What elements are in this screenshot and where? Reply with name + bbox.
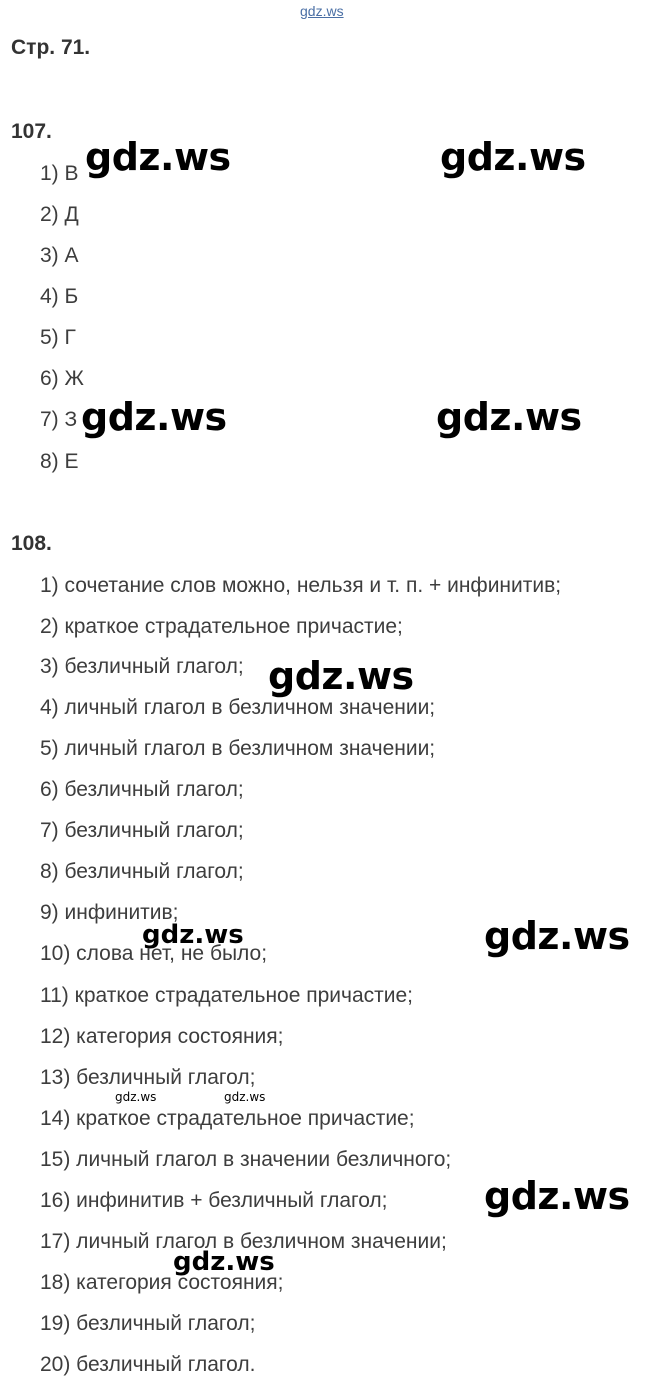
answer-item: 19) безличный глагол; bbox=[40, 1312, 256, 1335]
watermark: gdz.ws bbox=[115, 1090, 157, 1104]
answer-item: 4) личный глагол в безличном значении; bbox=[40, 696, 436, 719]
answer-item: 7) З bbox=[40, 408, 78, 431]
answer-item: 8) Е bbox=[40, 450, 79, 473]
answer-item: 4) Б bbox=[40, 285, 79, 308]
watermark: gdz.ws bbox=[440, 135, 586, 179]
watermark: gdz.ws bbox=[173, 1247, 275, 1277]
answer-item: 13) безличный глагол; bbox=[40, 1066, 256, 1089]
answer-item: 3) безличный глагол; bbox=[40, 655, 244, 678]
answer-item: 11) краткое страдательное причастие; bbox=[40, 984, 414, 1007]
task-number-108: 108. bbox=[11, 532, 52, 555]
answer-item: 2) краткое страдательное причастие; bbox=[40, 615, 403, 638]
answer-item: 7) безличный глагол; bbox=[40, 819, 244, 842]
watermark: gdz.ws bbox=[85, 135, 231, 179]
site-link[interactable]: gdz.ws bbox=[300, 3, 344, 19]
answer-item: 5) личный глагол в безличном значении; bbox=[40, 737, 436, 760]
answer-item: 10) слова нет, не было; bbox=[40, 942, 268, 965]
answer-item: 5) Г bbox=[40, 326, 76, 349]
watermark: gdz.ws bbox=[484, 914, 630, 958]
watermark: gdz.ws bbox=[224, 1090, 266, 1104]
answer-item: 8) безличный глагол; bbox=[40, 860, 244, 883]
watermark: gdz.ws bbox=[484, 1174, 630, 1218]
answer-item: 6) безличный глагол; bbox=[40, 778, 244, 801]
answer-item: 9) инфинитив; bbox=[40, 901, 179, 924]
watermark: gdz.ws bbox=[142, 920, 244, 950]
answer-item: 16) инфинитив + безличный глагол; bbox=[40, 1189, 388, 1212]
answer-item: 2) Д bbox=[40, 203, 79, 226]
answer-item: 20) безличный глагол. bbox=[40, 1353, 256, 1376]
answer-item: 3) А bbox=[40, 244, 79, 267]
watermark: gdz.ws bbox=[81, 395, 227, 439]
answer-item: 17) личный глагол в безличном значении; bbox=[40, 1230, 447, 1253]
answer-item: 14) краткое страдательное причастие; bbox=[40, 1107, 415, 1130]
task-number-107: 107. bbox=[11, 120, 52, 143]
answer-item: 1) сочетание слов можно, нельзя и т. п. + инфинитив; bbox=[40, 574, 562, 597]
watermark: gdz.ws bbox=[268, 654, 414, 698]
watermark: gdz.ws bbox=[436, 395, 582, 439]
answer-item: 12) категория состояния; bbox=[40, 1025, 284, 1048]
page-title: Стр. 71. bbox=[11, 36, 91, 59]
answer-item: 15) личный глагол в значении безличного; bbox=[40, 1148, 452, 1171]
answer-item: 6) Ж bbox=[40, 367, 84, 390]
answer-item: 18) категория состояния; bbox=[40, 1271, 284, 1294]
answer-item: 1) В bbox=[40, 162, 79, 185]
